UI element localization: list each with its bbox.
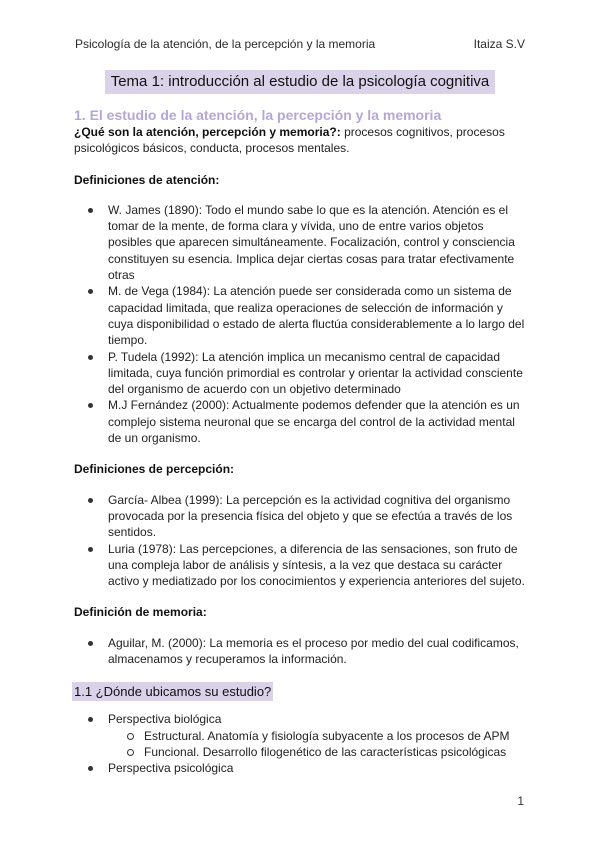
title-wrap bbox=[0, 70, 600, 94]
intro-paragraph bbox=[74, 124, 526, 157]
page-number: 1 bbox=[517, 794, 524, 808]
attention-list bbox=[74, 202, 526, 446]
list-item: P. Tudela (1992): La atención implica un mecanismo central de capacidad limitada, cuya función primordial es controlar y orientar la actividad consciente del organismo de acuerdo con un objetivo determinado bbox=[74, 349, 526, 398]
list-item: Luria (1978): Las percepciones, a diferencia de las sensaciones, son fruto de una compleja labor de análisis y síntesis, a la vez que destaca su carácter activo y mediatizado por los conocimientos y experiencia anteriores del sujeto. bbox=[74, 541, 526, 590]
list-item: García- Albea (1999): La percepción es la actividad cognitiva del organismo provocada por la presencia física del objeto y que se efectúa a través de los sentidos. bbox=[74, 492, 526, 541]
attention-heading: Definiciones de atención: bbox=[74, 172, 220, 187]
intro-question: ¿Qué son la atención, percepción y memoria?: bbox=[74, 125, 341, 139]
perception-heading: Definiciones de percepción: bbox=[74, 462, 235, 477]
section-heading: 1. El estudio de la atención, la percepción y la memoria bbox=[74, 107, 442, 123]
subsection-wrap bbox=[74, 682, 526, 701]
study-list bbox=[74, 711, 526, 776]
sub-list-item: Funcional. Desarrollo filogenético de las características psicológicas bbox=[74, 744, 526, 760]
list-item: W. James (1890): Todo el mundo sabe lo que es la atención. Atención es el tomar de la mente, de forma clara y vívida, uno de entre varios objetos posibles que aparecen simultáneamente. Focalización, control y consciencia constituyen su esencia. Implica dejar ciertas cosas para tratar efectivamente otras bbox=[74, 202, 526, 283]
memory-list bbox=[74, 635, 526, 668]
list-item: M.J Fernández (2000): Actualmente podemos defender que la atención es un complejo sistema neuronal que se encarga del control de la actividad mental de un organismo. bbox=[74, 397, 526, 446]
header-author: Itaiza S.V bbox=[473, 37, 525, 51]
list-item: Perspectiva biológica bbox=[74, 711, 526, 727]
perception-list bbox=[74, 492, 526, 590]
list-item: M. de Vega (1984): La atención puede ser considerada como un sistema de capacidad limitada, que realiza operaciones de selección de información y cuya disponibilidad o estado de alerta fluctúa considerablemente a lo largo del tiempo. bbox=[74, 283, 526, 348]
memory-heading: Definición de memoria: bbox=[74, 605, 207, 620]
content bbox=[74, 106, 526, 777]
sub-list-item: Estructural. Anatomía y fisiología subyacente a los procesos de APM bbox=[74, 728, 526, 744]
page-title: Tema 1: introducción al estudio de la psicología cognitiva bbox=[105, 70, 496, 94]
header-subject: Psicología de la atención, de la percepción y la memoria bbox=[75, 37, 376, 51]
subsection-heading: 1.1 ¿Dónde ubicamos su estudio? bbox=[74, 684, 272, 700]
list-item: Perspectiva psicológica bbox=[74, 760, 526, 776]
intro-answer: procesos cognitivos, procesos psicológicos básicos, conducta, procesos mentales. bbox=[74, 125, 505, 156]
list-item: Aguilar, M. (2000): La memoria es el proceso por medio del cual codificamos, almacenamos y recuperamos la información. bbox=[74, 635, 526, 668]
